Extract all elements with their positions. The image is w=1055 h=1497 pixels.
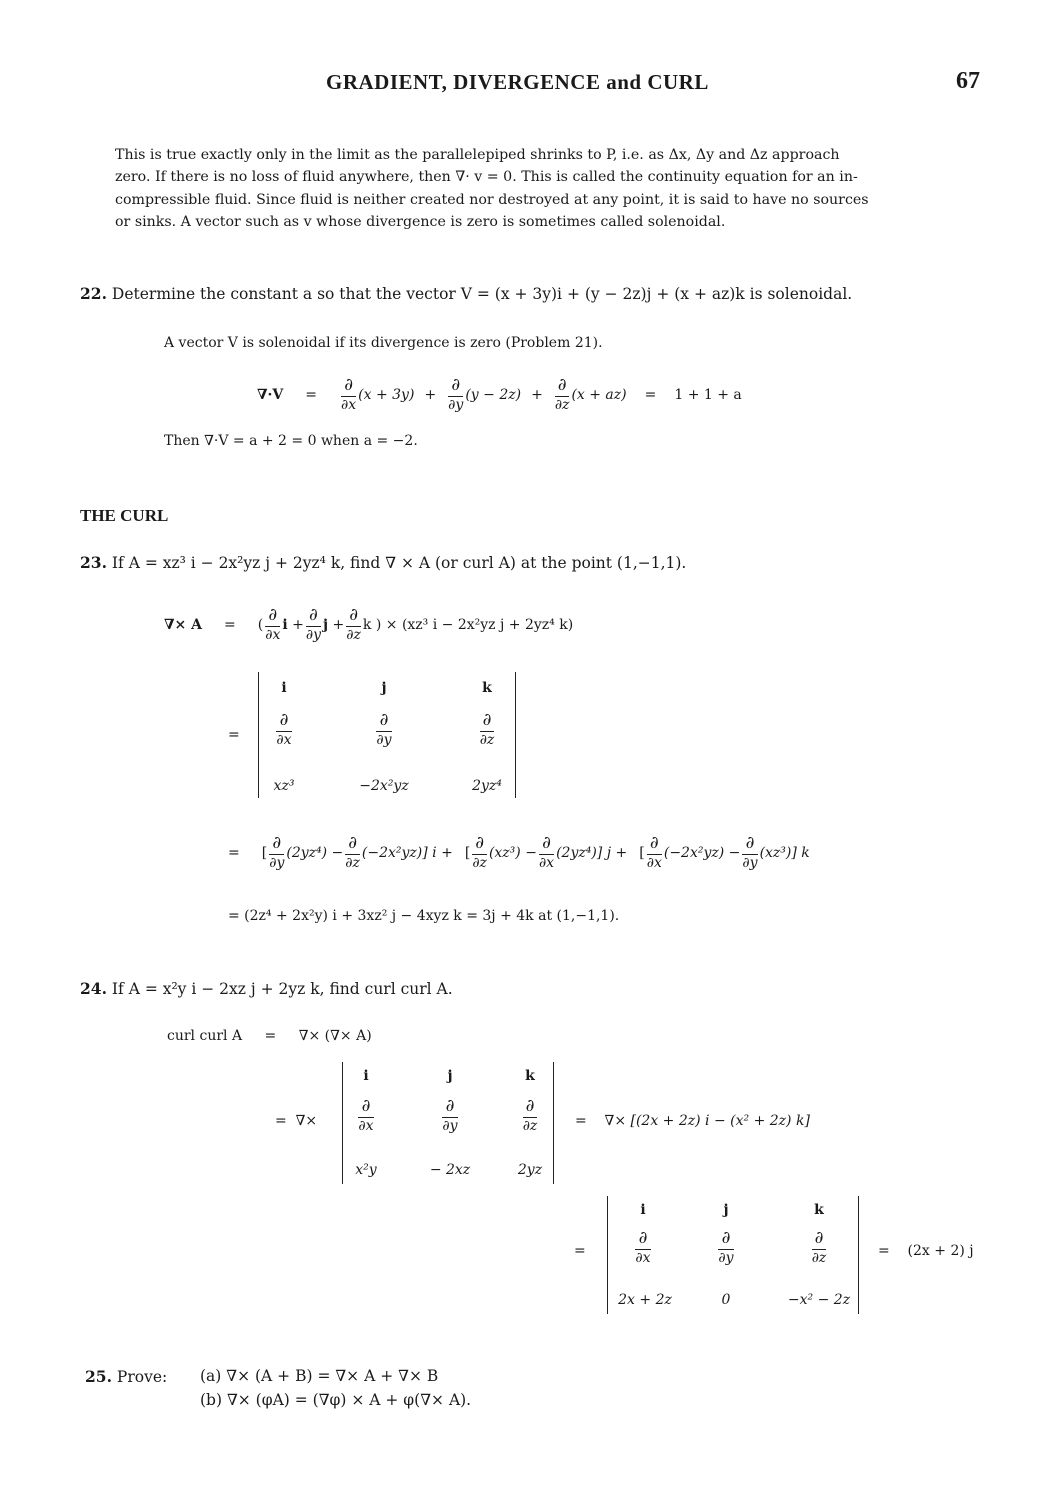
det-cell-j: j: [723, 1202, 729, 1218]
equals-sign: =: [305, 387, 318, 403]
partial-z-fraction: $\frac{\partial}{\partial z}$: [345, 833, 360, 872]
equals-sign: =: [878, 1243, 890, 1259]
det-cell-partial-z: $\frac{\partial}{\partial z}$: [479, 710, 495, 748]
curl-curl-middle-expr: ∇× [(2x + 2z) i − (x² + 2z) k]: [604, 1113, 810, 1129]
equals-sign: =: [264, 1028, 277, 1044]
partial-x-fraction: $\frac{\partial}{\partial x}$: [538, 833, 555, 872]
curl-curl-determinant-1: [342, 1062, 554, 1184]
div-term-1: (x + 3y): [358, 387, 415, 403]
det-cell-row3-3: 2yz: [517, 1162, 543, 1178]
curl-curl-lhs: curl curl A: [167, 1028, 243, 1044]
det-cell-partial-x: $\frac{\partial}{\partial x}$: [635, 1228, 651, 1266]
problem-24-number: 24.: [80, 979, 107, 998]
problem-23-number: 23.: [80, 553, 107, 572]
open-bracket: [: [464, 845, 471, 861]
problem-24-statement: [80, 979, 453, 998]
open-bracket: [: [261, 845, 268, 861]
intro-line-1: This is true exactly only in the limit as the parallelepiped shrinks to P, i.e. as Δx, Δy and Δz approach: [115, 147, 840, 163]
curl-curl-middle: [575, 1113, 810, 1129]
curl-curl-determinant-2: [607, 1196, 859, 1314]
det-cell-k: k: [482, 680, 492, 696]
open-bracket: [: [639, 845, 645, 861]
expand-i-term-2: (−2x²yz)] i +: [361, 845, 453, 861]
intro-line-4: or sinks. A vector such as v whose divergence is zero is sometimes called solenoidal.: [115, 213, 726, 230]
div-lhs: ∇·V: [257, 387, 284, 403]
equals-sign: =: [574, 1243, 586, 1259]
intro-paragraph: [115, 144, 869, 233]
problem-23-statement: [80, 553, 686, 572]
curl-curl-result: [878, 1243, 974, 1259]
curl-curl-line: [167, 1028, 372, 1044]
page-header-title: GRADIENT, DIVERGENCE and CURL: [326, 70, 709, 94]
equals-sign: =: [644, 387, 657, 403]
curl-operator-line: ∇× A = ( $\frac{\partial}{\partial x}$ i + $\frac{\partial}{\partial y}$ j + $\frac{\partial}{\partial z}$ k ) × (xz³ i − 2x²yz j + 2yz⁴ k): [164, 605, 574, 644]
curl-operator-tail: k ) × (xz³ i − 2x²yz j + 2yz⁴ k): [362, 617, 574, 633]
equals-sign: =: [228, 845, 240, 861]
det-cell-row3-1: 2x + 2z: [618, 1292, 672, 1308]
det-cell-row3-2: − 2xz: [429, 1162, 471, 1178]
problem-22-statement: [80, 284, 852, 303]
det-cell-j: j: [381, 680, 387, 696]
problem-25-part-b: (b) ∇× (φA) = (∇φ) × A + φ(∇× A).: [200, 1391, 472, 1409]
partial-y-fraction: $\frac{\partial}{\partial y}$: [305, 605, 322, 644]
det-cell-k: k: [525, 1068, 535, 1084]
partial-z-fraction: $\frac{\partial}{\partial z}$: [346, 605, 361, 644]
det-cell-row3-3: 2yz⁴: [472, 778, 502, 794]
unit-j: j: [323, 617, 329, 633]
expand-k-term-1: (−2x²yz) −: [663, 845, 741, 861]
problem-24-text: If A = x²y i − 2xz j + 2yz k, find curl curl A.: [111, 980, 453, 998]
equals-sign: =: [224, 617, 236, 633]
det-cell-row3-2: −2x²yz: [359, 778, 409, 794]
problem-25-label: Prove:: [116, 1368, 168, 1386]
det-cell-partial-y: $\frac{\partial}{\partial y}$: [718, 1228, 734, 1266]
curl-expansion: [228, 830, 810, 876]
problem-23-text: If A = xz³ i − 2x²yz j + 2yz⁴ k, find ∇ × A (or curl A) at the point (1,−1,1).: [111, 554, 687, 572]
partial-y-fraction: $\frac{\partial}{\partial y}$: [742, 833, 758, 872]
det-cell-partial-y: $\frac{\partial}{\partial y}$: [442, 1096, 458, 1134]
partial-x-fraction: $\frac{\partial}{\partial x}$: [646, 833, 662, 872]
equals-sign: =: [575, 1113, 587, 1129]
open-paren: (: [257, 617, 264, 633]
det-cell-partial-x: $\frac{\partial}{\partial x}$: [358, 1096, 374, 1134]
problem-22-number: 22.: [80, 284, 107, 303]
expand-i-term-1: (2yz⁴) −: [286, 845, 344, 861]
det-cell-partial-x: $\frac{\partial}{\partial x}$: [276, 710, 292, 748]
partial-z-fraction: $\frac{\partial}{\partial z}$: [472, 833, 487, 872]
partial-x-fraction: $\frac{\partial}{\partial x}$: [341, 375, 357, 414]
problem-22-text: Determine the constant a so that the vector V = (x + 3y)i + (y − 2z)j + (x + az)k is solenoidal.: [111, 285, 853, 303]
det-cell-row3-1: x²y: [355, 1162, 377, 1178]
div-term-2: (y − 2z): [465, 387, 522, 403]
curl-curl-result-value: (2x + 2) j: [907, 1243, 974, 1259]
expand-j-term-2: (2yz⁴)] j +: [556, 845, 628, 861]
det-cell-i: i: [363, 1068, 369, 1084]
curl-result: = (2z⁴ + 2x²y) i + 3xz² j − 4xyz k = 3j + 4k at (1,−1,1).: [228, 908, 620, 924]
curl-determinant: [258, 672, 516, 798]
partial-z-fraction: $\frac{\partial}{\partial z}$: [554, 375, 570, 414]
det-cell-i: i: [640, 1202, 646, 1218]
problem-22-solution-line1: A vector V is solenoidal if its divergence is zero (Problem 21).: [164, 335, 603, 351]
det-cell-partial-z: $\frac{\partial}{\partial z}$: [522, 1096, 538, 1134]
det-cell-i: i: [281, 680, 287, 696]
det-cell-j: j: [447, 1068, 453, 1084]
partial-x-fraction: $\frac{\partial}{\partial x}$: [265, 605, 281, 644]
partial-y-fraction: $\frac{\partial}{\partial y}$: [448, 375, 464, 414]
equals-sign: =: [228, 727, 240, 743]
page-number: 67: [956, 68, 980, 94]
nabla-cross-prefix: = ∇×: [275, 1113, 318, 1129]
problem-22-conclusion: Then ∇·V = a + 2 = 0 when a = −2.: [164, 433, 418, 449]
problem-25-number: 25.: [85, 1367, 112, 1386]
det-cell-partial-y: $\frac{\partial}{\partial y}$: [376, 710, 392, 748]
det-cell-row3-1: xz³: [273, 778, 295, 794]
curl-lhs: ∇× A: [164, 617, 203, 633]
problem-22-divergence-equation: [257, 372, 742, 418]
det-cell-k: k: [814, 1202, 824, 1218]
expand-j-term-1: (xz³) −: [488, 845, 537, 861]
plus-sign: +: [531, 387, 543, 403]
div-rhs: 1 + 1 + a: [674, 387, 742, 403]
unit-i: i: [282, 617, 288, 633]
problem-25-part-a: (a) ∇× (A + B) = ∇× A + ∇× B: [200, 1367, 439, 1385]
partial-y-fraction: $\frac{\partial}{\partial y}$: [269, 833, 285, 872]
det-cell-row3-2: 0: [721, 1292, 731, 1308]
section-heading-curl: THE CURL: [80, 506, 169, 525]
problem-25: [85, 1367, 167, 1386]
intro-line-2: zero. If there is no loss of fluid anywhere, then ∇· v = 0. This is called the continuity equation for an in-: [115, 169, 858, 186]
plus-sign: +: [424, 387, 437, 403]
curl-curl-rhs: ∇× (∇× A): [298, 1028, 372, 1044]
det-cell-partial-z: $\frac{\partial}{\partial z}$: [811, 1228, 827, 1266]
expand-k-term-2: (xz³)] k: [759, 845, 810, 861]
div-term-3: (x + az): [571, 387, 627, 403]
det-cell-row3-3: −x² − 2z: [787, 1292, 851, 1308]
intro-line-3: compressible fluid. Since fluid is neither created nor destroyed at any point, it is said to have no sources: [115, 191, 869, 208]
